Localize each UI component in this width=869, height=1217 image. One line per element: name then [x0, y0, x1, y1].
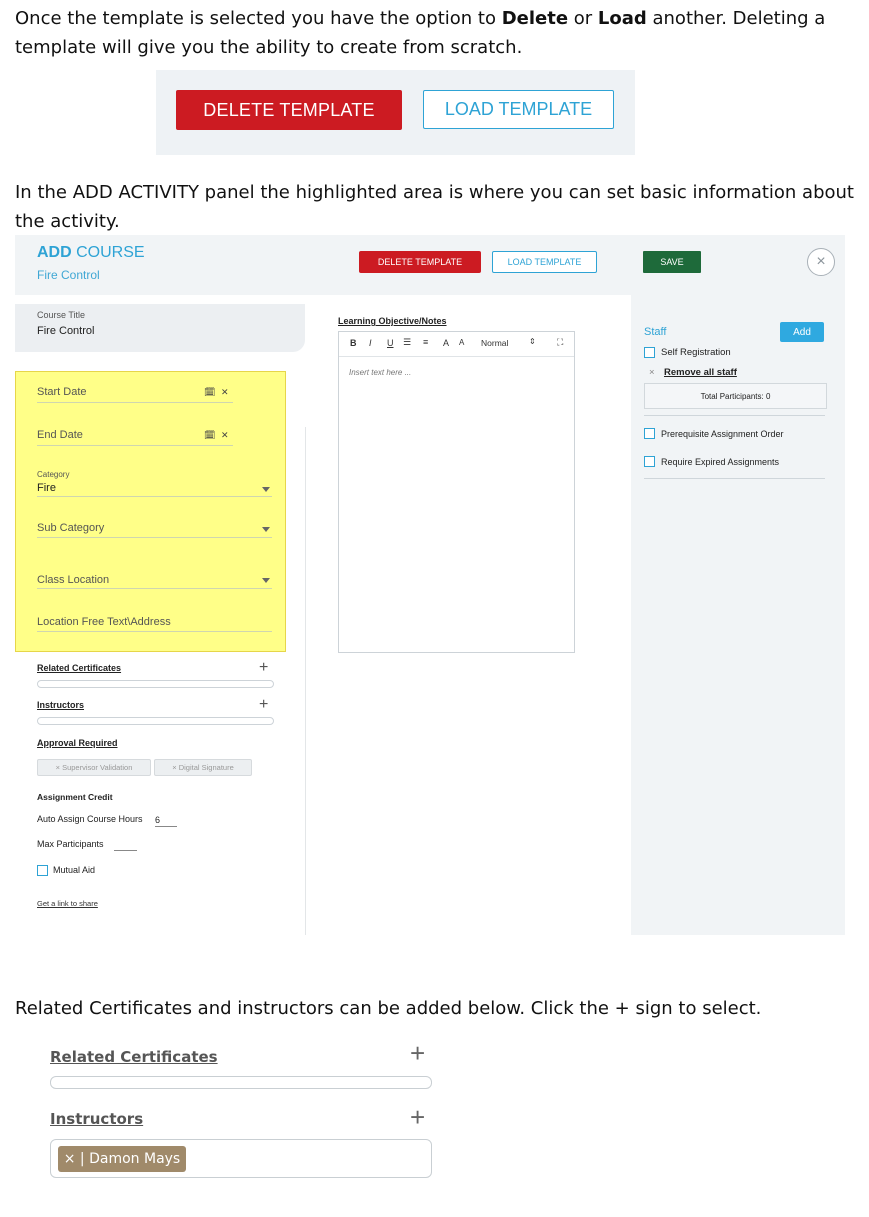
load-word: Load: [597, 8, 647, 29]
editor-toolbar: [339, 332, 574, 357]
mutual-aid-checkbox[interactable]: [37, 865, 48, 876]
location-free-text-label: Location Free Text\Address: [37, 616, 171, 628]
align-icon[interactable]: ≡: [423, 337, 429, 347]
editor-placeholder: Insert text here ...: [349, 368, 412, 377]
panel-subtitle: Fire Control: [37, 268, 100, 282]
panel-title-course: COURSE: [71, 244, 145, 261]
intro-text: Once the template is selected you have the option to: [15, 8, 502, 29]
instructors-link[interactable]: Instructors: [37, 700, 85, 710]
staff-label: Staff: [644, 326, 667, 338]
bold-icon[interactable]: B: [350, 338, 357, 348]
right-divider: [644, 415, 825, 416]
list-icon[interactable]: ☰: [403, 337, 412, 347]
sub-category-label: Sub Category: [37, 522, 105, 534]
learning-objective-label: Learning Objective/Notes: [338, 316, 447, 326]
font-color-icon[interactable]: A: [443, 338, 450, 348]
auto-assign-label: Auto Assign Course Hours: [37, 814, 143, 824]
start-date-underline: [37, 402, 233, 403]
auto-assign-hours-input[interactable]: 6: [155, 815, 177, 827]
bottom-add-certificate-icon[interactable]: +: [410, 1038, 426, 1068]
digital-signature-chip[interactable]: × Digital Signature: [154, 759, 252, 776]
add-certificate-icon[interactable]: +: [259, 659, 269, 676]
fullscreen-icon[interactable]: ⛶: [557, 337, 564, 347]
add-activity-paragraph: [15, 178, 860, 236]
bottom-certificates-field[interactable]: [50, 1076, 432, 1089]
bottom-instructors-link[interactable]: Instructors: [50, 1110, 144, 1128]
intro-text-or: or: [568, 8, 598, 29]
category-underline: [37, 496, 272, 497]
chevron-down-icon[interactable]: [262, 487, 270, 492]
require-expired-checkbox[interactable]: [644, 456, 655, 467]
intro-paragraph: [15, 4, 855, 62]
end-date-label: End Date: [37, 429, 83, 441]
load-template-button[interactable]: LOAD TEMPLATE: [423, 90, 614, 129]
calendar-icon[interactable]: 🗓︎: [204, 430, 216, 440]
remove-all-staff-link[interactable]: Remove all staff: [664, 367, 737, 378]
basic-info-highlight: [15, 371, 286, 652]
select-arrows-icon[interactable]: ⇕: [529, 337, 536, 346]
mutual-aid-label: Mutual Aid: [53, 865, 96, 875]
delete-template-button[interactable]: DELETE TEMPLATE: [176, 90, 402, 130]
approval-required-link[interactable]: Approval Required: [37, 738, 118, 748]
chevron-down-icon[interactable]: [262, 527, 270, 532]
class-location-label: Class Location: [37, 574, 110, 586]
self-registration-label: Self Registration: [661, 347, 731, 358]
add-activity-text-line2: the activity.: [15, 211, 120, 232]
course-title-value: Fire Control: [37, 325, 95, 337]
panel-load-template-button[interactable]: LOAD TEMPLATE: [492, 251, 597, 273]
panel-delete-template-button[interactable]: DELETE TEMPLATE: [359, 251, 481, 273]
instructors-field[interactable]: [37, 717, 274, 725]
panel-title-add: ADD: [37, 244, 72, 261]
panel-title: [37, 244, 145, 262]
instructor-chip[interactable]: × | Damon Mays: [58, 1146, 186, 1172]
max-participants-label: Max Participants: [37, 839, 104, 849]
style-select[interactable]: Normal: [481, 338, 509, 348]
remove-icon[interactable]: ×: [649, 367, 655, 378]
add-staff-button[interactable]: Add: [780, 322, 824, 342]
certificates-field[interactable]: [37, 680, 274, 688]
prerequisite-checkbox[interactable]: [644, 428, 655, 439]
clear-start-date-icon[interactable]: ✕: [221, 387, 229, 397]
add-activity-text: In the ADD ACTIVITY panel the highlighted area is where you can set basic information about: [15, 182, 854, 203]
total-participants-text: Total Participants: 0: [700, 392, 771, 401]
course-title-label: Course Title: [37, 310, 86, 320]
chevron-down-icon[interactable]: [262, 578, 270, 583]
assignment-credit-label: Assignment Credit: [37, 792, 113, 802]
share-link[interactable]: Get a link to share: [37, 899, 98, 908]
require-expired-label: Require Expired Assignments: [661, 457, 780, 467]
intro-text-line2: template will give you the ability to create from scratch.: [15, 37, 523, 58]
max-participants-input[interactable]: [114, 850, 137, 851]
sub-category-underline: [37, 537, 272, 538]
supervisor-validation-chip[interactable]: × Supervisor Validation: [37, 759, 151, 776]
related-certificates-link[interactable]: Related Certificates: [37, 663, 122, 673]
start-date-label: Start Date: [37, 386, 87, 398]
right-divider: [644, 478, 825, 479]
category-label: Category: [37, 470, 70, 479]
clear-end-date-icon[interactable]: ✕: [221, 430, 229, 440]
self-registration-checkbox[interactable]: [644, 347, 655, 358]
add-course-screenshot: [15, 235, 845, 935]
class-location-underline: [37, 588, 272, 589]
notes-editor[interactable]: [338, 331, 575, 653]
related-paragraph: Related Certificates and instructors can be added below. Click the + sign to select.: [15, 998, 762, 1019]
background-color-icon[interactable]: A: [459, 338, 465, 347]
delete-word: Delete: [501, 8, 569, 29]
bottom-related-certificates-link[interactable]: Related Certificates: [50, 1048, 218, 1066]
prerequisite-label: Prerequisite Assignment Order: [661, 429, 784, 439]
column-divider: [305, 427, 306, 935]
add-instructor-icon[interactable]: +: [259, 696, 269, 713]
end-date-underline: [37, 445, 233, 446]
category-value: Fire: [37, 482, 56, 494]
italic-icon[interactable]: I: [369, 338, 372, 348]
save-button[interactable]: SAVE: [643, 251, 701, 273]
close-icon[interactable]: ×: [807, 248, 835, 276]
underline-icon[interactable]: U: [387, 338, 394, 348]
calendar-icon[interactable]: 🗓︎: [204, 387, 216, 397]
location-free-text-underline: [37, 631, 272, 632]
bottom-add-instructor-icon[interactable]: +: [410, 1102, 426, 1132]
intro-text-end: another. Deleting a: [646, 8, 826, 29]
